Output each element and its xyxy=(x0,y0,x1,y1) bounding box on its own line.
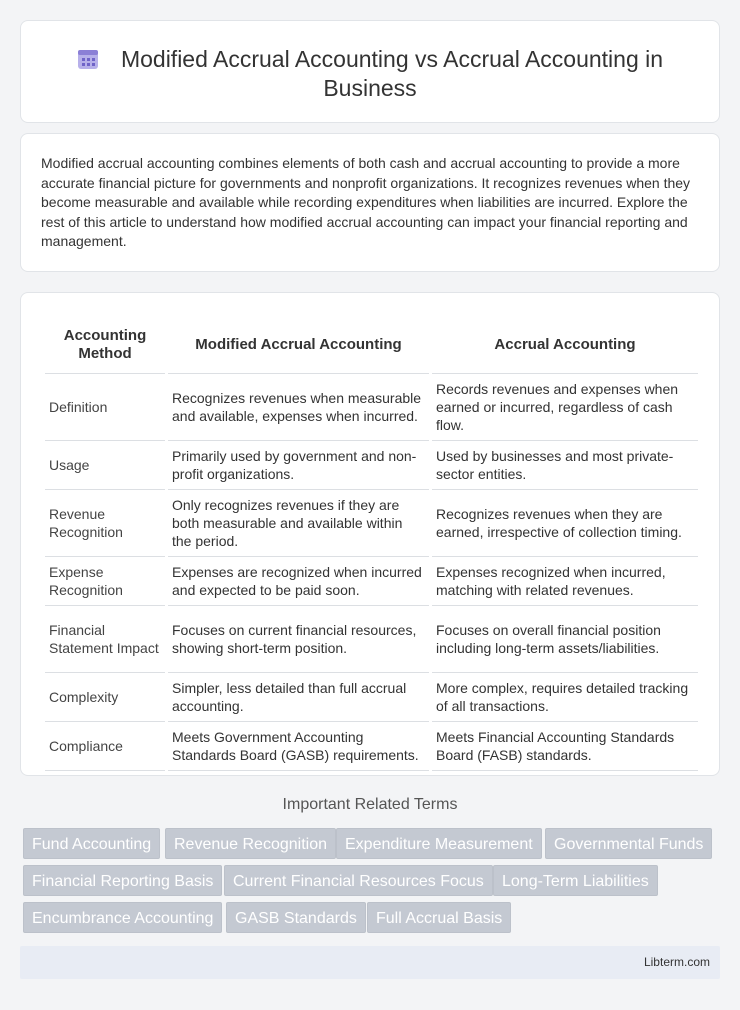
cell-accrual: Focuses on overall financial position including long-term assets/liabilities. xyxy=(432,606,698,673)
cell-accrual: Meets Financial Accounting Standards Board (FASB) standards. xyxy=(432,722,698,771)
related-term-tag[interactable]: Long-Term Liabilities xyxy=(493,865,658,896)
cell-accrual: Recognizes revenues when they are earned, irrespective of collection timing. xyxy=(432,490,698,557)
cell-accrual: Expenses recognized when incurred, matching with related revenues. xyxy=(432,557,698,606)
cell-modified: Simpler, less detailed than full accrual accounting. xyxy=(168,673,429,722)
table-row xyxy=(45,722,698,771)
header-modified-accrual: Modified Accrual Accounting xyxy=(168,312,429,374)
cell-modified: Focuses on current financial resources, showing short-term position. xyxy=(168,606,429,673)
table-row xyxy=(45,557,698,606)
intro-card xyxy=(20,133,720,272)
related-term-tag[interactable]: Financial Reporting Basis xyxy=(23,865,222,896)
comparison-table xyxy=(42,312,701,771)
related-term-tag[interactable]: Current Financial Resources Focus xyxy=(224,865,493,896)
related-term-tag[interactable]: Expenditure Measurement xyxy=(336,828,542,859)
row-label: Revenue Recognition xyxy=(45,490,165,557)
cell-accrual: More complex, requires detailed tracking of all transactions. xyxy=(432,673,698,722)
cell-modified: Expenses are recognized when incurred and expected to be paid soon. xyxy=(168,557,429,606)
related-term-tag[interactable]: GASB Standards xyxy=(226,902,366,933)
title-card xyxy=(20,20,720,123)
comparison-table-card xyxy=(20,292,720,776)
cell-modified: Only recognizes revenues if they are both measurable and available within the period. xyxy=(168,490,429,557)
row-label: Financial Statement Impact xyxy=(45,606,165,673)
table-row xyxy=(45,606,698,673)
table-header-row xyxy=(45,312,698,374)
row-label: Expense Recognition xyxy=(45,557,165,606)
footer-site-link[interactable]: Libterm.com xyxy=(643,955,710,969)
row-label: Compliance xyxy=(45,722,165,771)
cell-modified: Meets Government Accounting Standards Board (GASB) requirements. xyxy=(168,722,429,771)
cell-modified: Recognizes revenues when measurable and available, expenses when incurred. xyxy=(168,374,429,441)
related-terms-title: Important Related Terms xyxy=(282,796,458,813)
cell-modified: Primarily used by government and non-profit organizations. xyxy=(168,441,429,490)
page-title: Modified Accrual Accounting vs Accrual Accounting in Business xyxy=(120,46,664,101)
row-label: Usage xyxy=(45,441,165,490)
related-term-tag[interactable]: Revenue Recognition xyxy=(165,828,336,859)
related-term-tag[interactable]: Fund Accounting xyxy=(23,828,160,859)
cell-accrual: Records revenues and expenses when earned or incurred, regardless of cash flow. xyxy=(432,374,698,441)
related-term-tag[interactable]: Encumbrance Accounting xyxy=(23,902,222,933)
related-term-tag[interactable]: Full Accrual Basis xyxy=(367,902,511,933)
header-accrual: Accrual Accounting xyxy=(432,312,698,374)
table-row xyxy=(45,673,698,722)
footer xyxy=(20,946,720,979)
page-title-wrap xyxy=(21,45,719,103)
row-label: Complexity xyxy=(45,673,165,722)
cell-accrual: Used by businesses and most private-sector entities. xyxy=(432,441,698,490)
intro-paragraph: Modified accrual accounting combines elements of both cash and accrual accounting to provide a more accurate financial picture for governments and nonprofit organizations. It recognizes revenues when they become measurable and available while recording expenditures when liabilities are incurred. Explore the rest of this article to understand how modified accrual accounting can impact your financial reporting and management. xyxy=(41,155,691,250)
related-term-tag[interactable]: Governmental Funds xyxy=(545,828,712,859)
table-row xyxy=(45,490,698,557)
calendar-grid-icon xyxy=(77,48,99,70)
table-row xyxy=(45,441,698,490)
row-label: Definition xyxy=(45,374,165,441)
header-method: Accounting Method xyxy=(45,312,165,374)
table-row xyxy=(45,374,698,441)
